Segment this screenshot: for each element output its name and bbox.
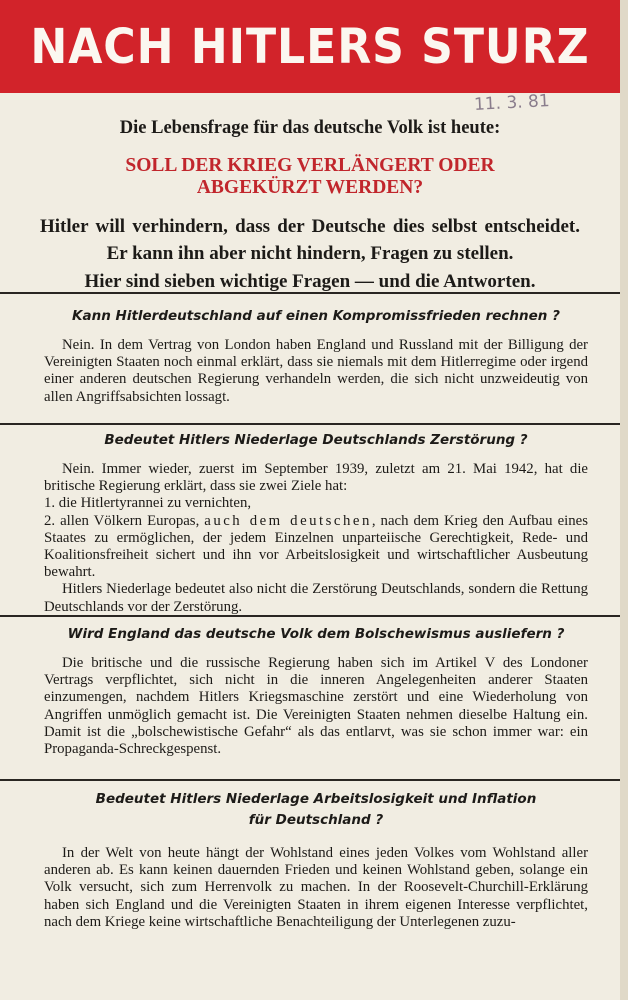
intro-statement: Hitler will verhindern, dass der Deutsche dies selbst entscheidet. Er kann ihn aber nicht hindern, Fragen zu stellen.: [40, 216, 580, 264]
section-compromise-peace: [44, 306, 588, 406]
section-bolshevism: [44, 624, 588, 758]
paper-edge: [620, 0, 628, 1000]
intro-block: [40, 112, 580, 293]
section-destruction: [44, 430, 588, 616]
divider: [0, 615, 620, 617]
handwritten-date: 11. 3. 81: [473, 91, 551, 115]
list-item-2: [44, 513, 588, 582]
section-body: Nein. Immer wieder, zuerst im September 1939, zuletzt am 21. Mai 1942, hat die britische Regierung erklärt, dass sie zwei Ziele hat:: [44, 461, 588, 495]
section-body: In der Welt von heute hängt der Wohlstand eines jeden Volkes vom Wohlstand aller anderen ab. Es kann keinen dauernden Frieden und keinen Wohlstand geben, solange ein Volk versucht, sich zum Herrenvolk zu machen. In der Roosevelt-Churchill-Erklärung haben sich England und die Vereinigten Staaten in ihrem eigenen Interesse verpflichtet, nach dem Kriege keine wirtschaftliche Benachteiligung der Unterlegenen zuzu-: [44, 845, 588, 930]
red-question-line1: SOLL DER KRIEG VERLÄNGERT ODER: [125, 155, 495, 176]
red-question-line2: ABGEKÜRZT WERDEN?: [196, 177, 424, 198]
section-heading: Bedeutet Hitlers Niederlage Deutschlands Zerstörung ?: [104, 432, 528, 448]
divider: [0, 292, 620, 294]
list-item-2-end: , nach dem Krieg den Aufbau eines Staates zu ermöglichen, der jedem Einzelnen unparteiische Gerechtigkeit, Rede- und Koalitionsfreiheit sichert und ihn vor Arbeitslosigkeit und wirtschaftlicher Ausbeutung bewahrt.: [44, 512, 588, 581]
page-title: NACH HITLERS STURZ: [30, 18, 590, 75]
seven-questions-line: Hier sind sieben wichtige Fragen — und die Antworten.: [84, 271, 536, 292]
title-banner: [0, 0, 620, 93]
section-heading-line1: Bedeutet Hitlers Niederlage Arbeitslosigkeit und Inflation: [95, 791, 537, 807]
list-item-2-start: 2. allen Völkern Europas,: [44, 512, 205, 529]
life-question: Die Lebensfrage für das deutsche Volk ist heute:: [119, 118, 501, 138]
section-heading-line2: für Deutschland ?: [248, 812, 384, 828]
list-item-2-spaced: auch dem deutschen: [204, 512, 372, 529]
section-unemployment: [44, 789, 588, 931]
section-body: Die britische und die russische Regierung haben sich im Artikel V des Londoner Vertrags verpflichtet, sich nicht in die inneren Angelegenheiten anderer Staaten einzumengen, nachdem Hitlers Kriegsmaschine zerstört und eine Wiederholung von Angriffen unmöglich gemacht ist. Die Vereinigten Staaten nehmen dieselbe Haltung ein. Damit ist die „bolschewistische Gefahr“ als das entlarvt, was sie schon immer war: ein Propaganda-Schreckgespenst.: [44, 655, 588, 758]
section-heading: [44, 789, 588, 831]
list-item-1: 1. die Hitlertyrannei zu vernichten,: [44, 495, 252, 512]
section-conclusion: Hitlers Niederlage bedeutet also nicht die Zerstörung Deutschlands, sondern die Rettung Deutschlands vor der Zerstörung.: [44, 581, 588, 615]
section-heading: Kann Hitlerdeutschland auf einen Kompromissfrieden rechnen ?: [72, 308, 560, 324]
divider: [0, 779, 620, 781]
section-heading: Wird England das deutsche Volk dem Bolschewismus ausliefern ?: [67, 626, 565, 642]
divider: [0, 423, 620, 425]
section-body: Nein. In dem Vertrag von London haben England und Russland mit der Billigung der Vereinigten Staaten noch einmal erklärt, dass sie niemals mit dem Hitlerregime oder irgend einer anderen deutschen Regierung verhandeln werden, die sich nicht unzweideutig von allen Angriffsabsichten lossagt.: [44, 337, 588, 405]
red-question: [40, 155, 580, 199]
